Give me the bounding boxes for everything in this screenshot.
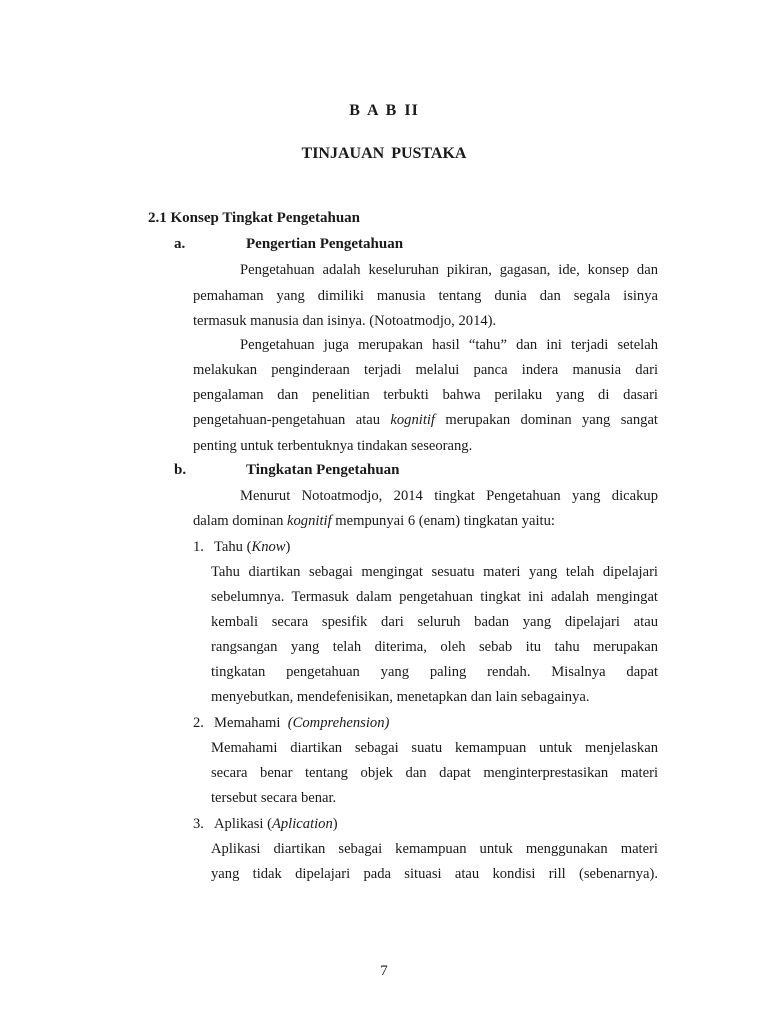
list-item-text: secara benar tentang objek dan dapat menginterprestasikan materi (211, 765, 658, 781)
paragraph-line: Pengetahuan juga merupakan hasil “tahu” dan ini terjadi setelah (240, 337, 658, 353)
list-item-text: rangsangan yang telah diterima, oleh sebab itu tahu merupakan (211, 639, 658, 655)
subsection-b-title: Tingkatan Pengetahuan (246, 462, 400, 478)
list-item-text: tingkatan pengetahuan yang paling rendah. Misalnya dapat (211, 664, 658, 680)
page-number: 7 (380, 963, 388, 979)
paragraph-line: Pengetahuan adalah keseluruhan pikiran, gagasan, ide, konsep dan (240, 262, 658, 278)
list-item-number: 1. (193, 539, 204, 555)
section-heading: 2.1 Konsep Tingkat Pengetahuan (148, 210, 360, 226)
list-item-text: sebelumnya. Termasuk dalam pengetahuan tingkat ini adalah mengingat (211, 589, 658, 605)
paragraph-line: Menurut Notoatmodjo, 2014 tingkat Pengetahuan yang dicakup (240, 488, 658, 504)
subsection-b-marker: b. (174, 462, 187, 478)
italic-term: kognitif (390, 412, 435, 428)
list-item-title: Memahami (Comprehension) (214, 715, 390, 731)
list-item-text: menyebutkan, mendefenisikan, menetapkan dan lain sebagainya. (211, 689, 590, 705)
list-item-title: Tahu (Know) (214, 539, 291, 555)
paragraph-line: dalam dominan kognitif mempunyai 6 (enam) tingkatan yaitu: (193, 513, 555, 529)
paragraph-line: pemahaman yang dimiliki manusia tentang dunia dan segala isinya (193, 288, 658, 304)
list-item-number: 3. (193, 816, 204, 832)
paragraph-line: pengalaman dan penelitian terbukti bahwa perilaku yang di dasari (193, 387, 658, 403)
list-item-text: Memahami diartikan sebagai suatu kemampuan untuk menjelaskan (211, 740, 658, 756)
list-item-text: Aplikasi diartikan sebagai kemampuan untuk menggunakan materi (211, 841, 658, 857)
italic-term: kognitif (287, 513, 332, 529)
paragraph-line: pengetahuan-pengetahuan atau kognitif merupakan dominan yang sangat (193, 412, 658, 428)
subsection-a-title: Pengertian Pengetahuan (246, 236, 404, 252)
paragraph-line: termasuk manusia dan isinya. (Notoatmodjo, 2014). (193, 313, 497, 329)
chapter-heading: B A B II (349, 102, 419, 119)
list-item-number: 2. (193, 715, 204, 731)
list-item-title: Aplikasi (Aplication) (214, 816, 338, 832)
subsection-a-marker: a. (174, 236, 186, 252)
list-item-text: tersebut secara benar. (211, 790, 337, 806)
list-item-text: Tahu diartikan sebagai mengingat sesuatu materi yang telah dipelajari (211, 564, 658, 580)
paragraph-line: melakukan penginderaan terjadi melalui panca indera manusia dari (193, 362, 658, 378)
list-item-text: yang tidak dipelajari pada situasi atau kondisi rill (sebenarnya). (211, 866, 658, 882)
paragraph-line: penting untuk terbentuknya tindakan seseorang. (193, 438, 473, 454)
list-item-text: kembali secara spesifik dari seluruh badan yang dipelajari atau (211, 614, 658, 630)
chapter-title: TINJAUAN PUSTAKA (301, 145, 467, 162)
